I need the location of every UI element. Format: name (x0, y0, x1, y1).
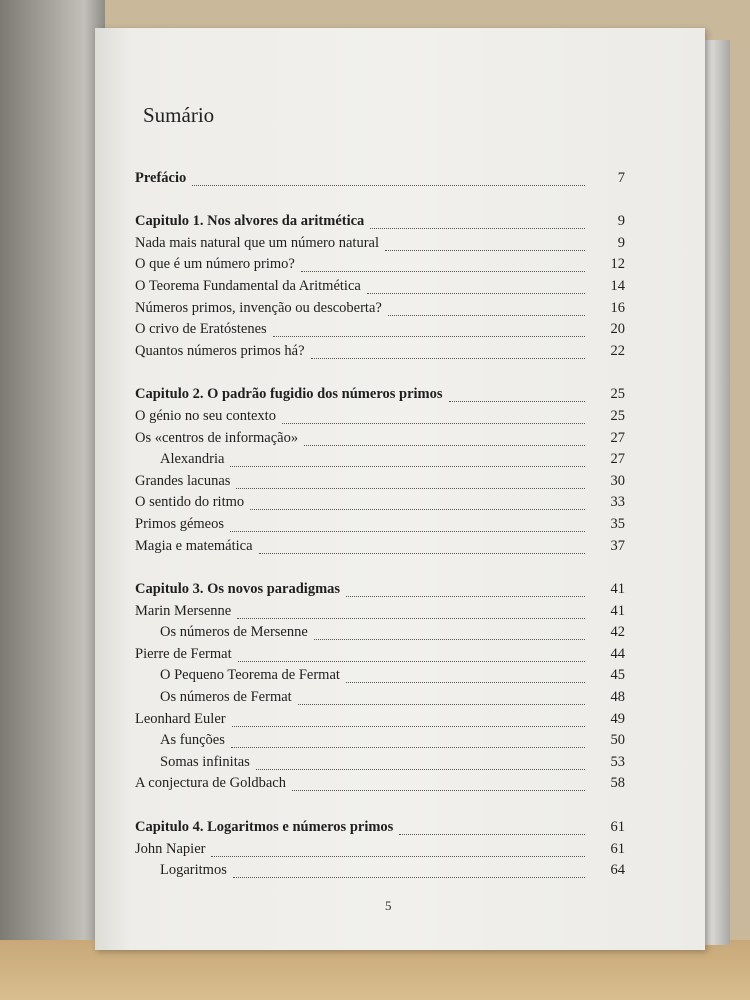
toc-label: Leonhard Euler (135, 710, 226, 727)
toc-page-number: 30 (610, 472, 625, 489)
toc-subentry (135, 861, 625, 883)
toc-label: Capitulo 3. Os novos paradigmas (135, 581, 341, 598)
toc-page-number: 27 (610, 429, 625, 446)
dot-leader (292, 789, 585, 791)
toc-label: Magia e matemática (135, 537, 253, 554)
toc-page-number: 20 (610, 321, 625, 338)
toc-label: Os «centros de informação» (135, 429, 299, 446)
dot-leader (282, 422, 585, 424)
dot-leader (370, 227, 585, 229)
toc-entry (135, 774, 625, 796)
toc-page-number: 22 (610, 342, 625, 359)
facing-page (0, 0, 105, 1000)
dot-leader (314, 638, 585, 640)
toc-label: Alexandria (160, 451, 225, 468)
toc-page-number: 61 (610, 819, 625, 836)
toc-chapter-heading (135, 385, 625, 407)
dot-leader (385, 249, 585, 251)
dot-leader (250, 508, 585, 510)
toc-page-number: 14 (610, 277, 625, 294)
toc-page-number: 27 (610, 451, 625, 468)
toc-entry (135, 839, 625, 861)
toc-subentry (135, 731, 625, 753)
toc-page-number: 41 (610, 581, 625, 598)
toc-label: O sentido do ritmo (135, 494, 245, 511)
dot-leader (273, 335, 585, 337)
toc-label: Capitulo 2. O padrão fugidio dos números primos (135, 386, 443, 403)
toc-page-number: 16 (610, 299, 625, 316)
toc-page-number: 45 (610, 667, 625, 684)
toc-page-number: 35 (610, 515, 625, 532)
toc-page-number: 25 (610, 407, 625, 424)
toc-page-number: 49 (610, 710, 625, 727)
dot-leader (367, 292, 585, 294)
toc-chapter-heading (135, 212, 625, 234)
toc-entry (135, 471, 625, 493)
dot-leader (301, 270, 585, 272)
toc-label: O que é um número primo? (135, 256, 295, 273)
toc-label: Pierre de Fermat (135, 645, 232, 662)
toc-label: Prefácio (135, 169, 187, 186)
toc-subentry (135, 752, 625, 774)
toc-page-number: 9 (617, 213, 625, 230)
dot-leader (449, 400, 585, 402)
dot-leader (231, 746, 585, 748)
toc-label: A conjectura de Goldbach (135, 775, 286, 792)
toc-page-number: 9 (617, 234, 625, 251)
dot-leader (236, 487, 585, 489)
page-title: Sumário (143, 103, 215, 127)
toc-label: John Napier (135, 840, 206, 857)
dot-leader (237, 617, 585, 619)
toc-entry (135, 298, 625, 320)
toc-page-number: 61 (610, 840, 625, 857)
dot-leader (256, 768, 585, 770)
toc-subentry (135, 666, 625, 688)
book-page (95, 28, 705, 950)
dot-leader (304, 444, 585, 446)
toc-chapter-heading (135, 580, 625, 602)
toc-label: Quantos números primos há? (135, 342, 305, 359)
toc-subentry (135, 450, 625, 472)
dot-leader (232, 725, 585, 727)
toc-entry (135, 644, 625, 666)
dot-leader (238, 660, 585, 662)
toc-entry (135, 341, 625, 363)
dot-leader (399, 833, 585, 835)
dot-leader (346, 595, 585, 597)
dot-leader (230, 465, 585, 467)
toc-entry-preface (135, 168, 625, 190)
toc-label: Marin Mersenne (135, 602, 232, 619)
toc-page-number: 53 (610, 753, 625, 770)
toc-entry (135, 320, 625, 342)
dot-leader (230, 530, 585, 532)
toc-label: O génio no seu contexto (135, 407, 276, 424)
toc-entry (135, 233, 625, 255)
toc-page-number: 44 (610, 645, 625, 662)
toc-page-number: 41 (610, 602, 625, 619)
dot-leader (388, 314, 585, 316)
toc-page-number: 37 (610, 537, 625, 554)
toc-entry (135, 276, 625, 298)
toc-label: O Teorema Fundamental da Aritmética (135, 277, 361, 294)
toc-label: Primos gémeos (135, 515, 225, 532)
toc-label: O Pequeno Teorema de Fermat (160, 667, 340, 684)
toc-label: Os números de Fermat (160, 689, 292, 706)
toc-page-number: 12 (610, 256, 625, 273)
toc-subentry (135, 623, 625, 645)
toc-entry (135, 406, 625, 428)
toc-page-number: 25 (610, 386, 625, 403)
toc-page-number: 33 (610, 494, 625, 511)
toc-page-number: 58 (610, 775, 625, 792)
toc-label: Grandes lacunas (135, 472, 231, 489)
dot-leader (211, 855, 585, 857)
toc-entry (135, 601, 625, 623)
toc-label: Capitulo 4. Logaritmos e números primos (135, 819, 394, 836)
toc-label: Capitulo 1. Nos alvores da aritmética (135, 213, 365, 230)
dot-leader (311, 357, 585, 359)
toc-page-number: 50 (610, 732, 625, 749)
toc-page-number: 42 (610, 624, 625, 641)
toc-page-number: 48 (610, 689, 625, 706)
toc-subentry (135, 687, 625, 709)
toc-entry (135, 709, 625, 731)
toc-entry (135, 536, 625, 558)
toc-page-number: 64 (610, 862, 625, 879)
dot-leader (259, 552, 585, 554)
page-folio: 5 (385, 898, 392, 913)
toc-entry (135, 493, 625, 515)
dot-leader (233, 876, 585, 878)
toc-label: Números primos, invenção ou descoberta? (135, 299, 382, 316)
dot-leader (192, 184, 585, 186)
toc-label: Os números de Mersenne (160, 624, 308, 641)
toc-label: As funções (160, 732, 225, 749)
toc-entry (135, 514, 625, 536)
toc-chapter-heading (135, 817, 625, 839)
table-of-contents (135, 168, 625, 882)
toc-page-number: 7 (617, 169, 625, 186)
toc-label: O crivo de Eratóstenes (135, 321, 267, 338)
toc-label: Logaritmos (160, 862, 227, 879)
toc-label: Somas infinitas (160, 753, 250, 770)
dot-leader (346, 681, 585, 683)
dot-leader (298, 703, 585, 705)
toc-entry (135, 428, 625, 450)
toc-label: Nada mais natural que um número natural (135, 234, 380, 251)
toc-entry (135, 255, 625, 277)
